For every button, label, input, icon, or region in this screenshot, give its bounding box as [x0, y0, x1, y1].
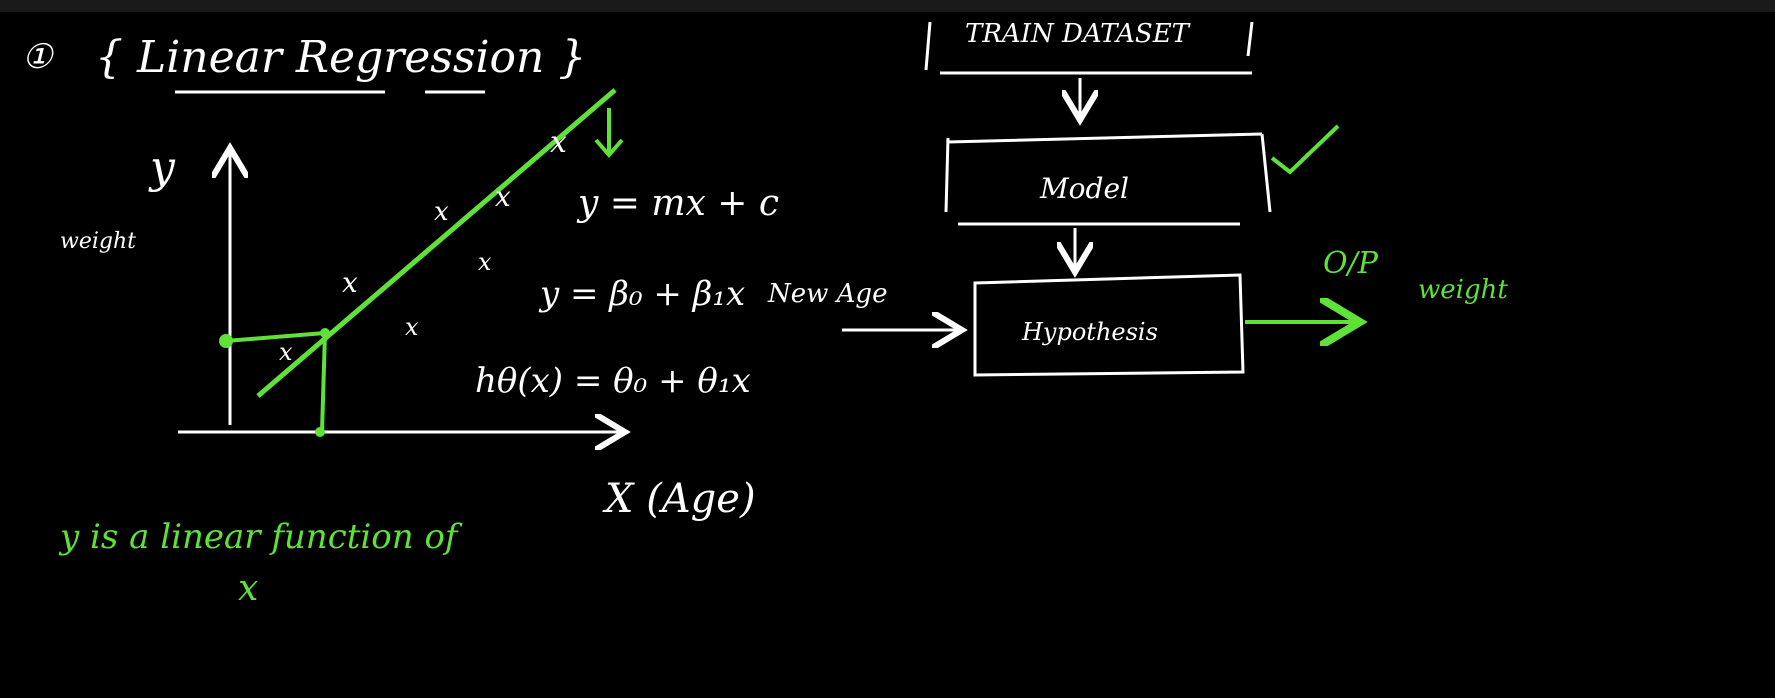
input-label: New Age — [768, 279, 888, 309]
data-point-1: x — [279, 338, 293, 366]
note-line-1: y is a linear function of — [60, 517, 458, 557]
check-mark-text: ✓ — [1240, 250, 1241, 251]
output-value: weight — [1418, 275, 1508, 305]
equation-2: y = β₀ + β₁x — [540, 274, 746, 314]
y-axis-label: y — [150, 142, 175, 193]
y-axis-sublabel: weight — [60, 229, 136, 254]
equation-1: y = mx + c — [578, 183, 780, 224]
projection-vertical — [322, 333, 325, 432]
y-intercept-point — [219, 334, 233, 348]
dataset-label: TRAIN DATASET — [965, 19, 1190, 49]
check-icon — [1272, 126, 1338, 172]
data-point-3: x — [405, 313, 419, 341]
dataset-bracket-left — [926, 22, 930, 70]
data-point-4: x — [434, 197, 449, 227]
note-line-2: x — [238, 568, 259, 609]
model-label: Model — [1040, 172, 1129, 205]
title-text: { Linear Regression } — [95, 32, 587, 83]
title-number: ① — [22, 37, 53, 77]
projection-horizontal — [226, 333, 325, 341]
line-point — [320, 328, 330, 338]
data-point-5: x — [478, 248, 492, 276]
data-point-7: x — [550, 125, 567, 160]
hypothesis-label: Hypothesis — [1022, 318, 1158, 346]
equation-3: hθ(x) = θ₀ + θ₁x — [475, 361, 751, 401]
x-point — [315, 427, 325, 437]
output-label: O/P — [1323, 246, 1378, 281]
data-point-2: x — [342, 266, 358, 299]
x-axis-label: X (Age) — [605, 476, 756, 522]
dataset-bracket-right — [1248, 22, 1252, 56]
data-point-6: x — [495, 180, 511, 213]
line-adjust-arrow — [596, 108, 622, 155]
